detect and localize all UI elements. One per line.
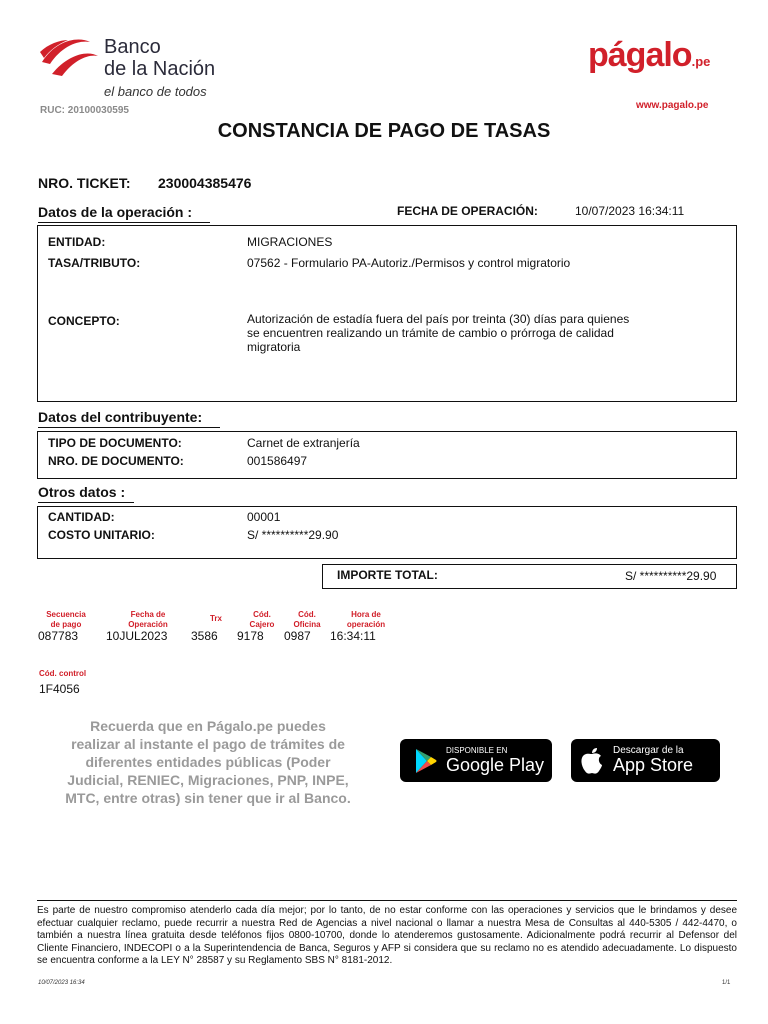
unit-cost-value: S/ **********29.90 [247, 528, 339, 542]
promo-line-5: MTC, entre otras) sin tener que ir al Banco. [65, 790, 351, 806]
cajero-header-line2: Cajero [249, 620, 275, 629]
google-play-big-text: Google Play [446, 755, 545, 775]
total-box [322, 564, 737, 589]
footer-page-number: 1/1 [722, 980, 731, 986]
ticket-value: 230004385476 [158, 175, 252, 191]
apple-icon [579, 746, 605, 776]
contributor-section-title: Datos del contribuyente: [38, 409, 220, 428]
oficina-value: 0987 [284, 629, 311, 643]
total-value: S/ **********29.90 [625, 569, 717, 583]
unit-cost-label: COSTO UNITARIO: [48, 528, 155, 542]
bank-slogan: el banco de todos [104, 84, 207, 99]
other-box [37, 506, 737, 559]
fecha-header-line2: Operación [128, 620, 168, 629]
concepto-value [247, 312, 717, 354]
fecha-header-line1: Fecha de [130, 610, 166, 619]
footer-print-date: 10/07/2023 16:34 [38, 980, 85, 986]
app-store-small-text: Descargar de la [613, 745, 684, 756]
bank-name-line1: Banco [104, 36, 161, 58]
secuencia-header-line1: Secuencia [46, 610, 86, 619]
secuencia-value: 087783 [38, 629, 79, 643]
oficina-header-line2: Oficina [293, 620, 321, 629]
ruc-number: RUC: 20100030595 [40, 105, 129, 116]
oficina-header [287, 610, 327, 630]
trx-value: 3586 [191, 629, 218, 643]
fecha-header [116, 610, 180, 630]
concepto-line-2: se encuentren realizando un trámite de cambio o prórroga de calidad [247, 326, 614, 340]
control-code-value: 1F4056 [39, 682, 80, 696]
total-label: IMPORTE TOTAL: [337, 568, 438, 582]
app-store-big-text: App Store [613, 755, 694, 775]
pagalo-logo-suffix: .pe [691, 54, 711, 69]
google-play-small-text: DISPONIBLE EN [446, 746, 508, 755]
app-store-button[interactable] [571, 739, 720, 782]
ticket-label: NRO. TICKET: [38, 175, 131, 191]
trx-header: Trx [209, 614, 222, 623]
fecha-value: 10JUL2023 [106, 629, 168, 643]
oficina-header-line1: Cód. [298, 610, 316, 619]
pagalo-logo-main: págalo [588, 36, 692, 74]
doc-type-label: TIPO DE DOCUMENTO: [48, 436, 182, 450]
tasa-label: TASA/TRIBUTO: [48, 256, 141, 270]
doc-number-value: 001586497 [247, 454, 308, 468]
operation-box [37, 225, 737, 402]
document-title: CONSTANCIA DE PAGO DE TASAS [217, 120, 551, 142]
promo-line-3: diferentes entidades públicas (Poder [85, 754, 331, 770]
promo-line-2: realizar al instante el pago de trámites de [71, 736, 345, 752]
doc-number-label: NRO. DE DOCUMENTO: [48, 454, 184, 468]
contributor-box [37, 431, 737, 479]
cajero-value: 9178 [237, 629, 264, 643]
concepto-label: CONCEPTO: [48, 314, 120, 328]
google-play-button[interactable] [400, 739, 552, 782]
banco-nacion-logo [38, 34, 108, 84]
cajero-header [242, 610, 282, 630]
operation-section-title: Datos de la operación : [38, 204, 210, 223]
bank-name-line2: de la Nación [104, 58, 216, 80]
doc-type-value: Carnet de extranjería [247, 436, 360, 450]
promo-line-4: Judicial, RENIEC, Migraciones, PNP, INPE, [67, 772, 349, 788]
footer-divider [37, 900, 737, 901]
promo-text [40, 717, 376, 807]
banco-nacion-swoosh-icon [38, 34, 102, 80]
operation-date-value: 10/07/2023 16:34:11 [575, 204, 685, 218]
hora-header-line1: Hora de [351, 610, 381, 619]
footer-disclaimer: Es parte de nuestro compromiso atenderlo cada día mejor; por lo tanto, de no estar conforme con las operaciones y servicios que le brindamos y desee efectuar cualquier reclamo, puede recurrir a nuestra Red de Agencias a nivel nacional o llamar a nuestra Mesa de Consultas al 440-5305 / 442-4470, o también a nuestra línea gratuita desde teléfonos fijos 0800-10700, donde lo atenderemos gustosamente. Adicionalmente podrá recurrir al Defensor del Cliente Financiero, INDECOPI o a la Superintendencia de Banca, Seguros y AFP si considera que su reclamo no es atendido adecuadamente. Lo dispuesto se encuentra conforme a la LEY N° 28587 y su Reglamento SBS N° 8181-2012. [37, 905, 737, 966]
entidad-label: ENTIDAD: [48, 235, 106, 249]
hora-value: 16:34:11 [330, 629, 376, 643]
hora-header [338, 610, 394, 630]
secuencia-header-line2: de pago [50, 620, 82, 629]
concepto-line-1: Autorización de estadía fuera del país por treinta (30) días para quienes [247, 312, 630, 326]
other-section-title: Otros datos : [38, 484, 134, 503]
entidad-value: MIGRACIONES [247, 235, 333, 249]
control-code-label: Cód. control [39, 669, 87, 678]
cajero-header-line1: Cód. [253, 610, 271, 619]
promo-line-1: Recuerda que en Págalo.pe puedes [90, 718, 326, 734]
pagalo-url[interactable]: www.pagalo.pe [636, 100, 709, 111]
concepto-line-3: migratoria [247, 340, 301, 354]
quantity-label: CANTIDAD: [48, 510, 115, 524]
bank-name [104, 36, 215, 80]
secuencia-header [36, 610, 96, 630]
google-play-icon [410, 746, 440, 776]
operation-date-label: FECHA DE OPERACIÓN: [397, 204, 538, 218]
tasa-value: 07562 - Formulario PA-Autoriz./Permisos y control migratorio [247, 256, 571, 270]
pagalo-logo [588, 36, 710, 75]
payment-table [36, 610, 396, 650]
quantity-value: 00001 [247, 510, 281, 524]
hora-header-line2: operación [346, 620, 386, 629]
